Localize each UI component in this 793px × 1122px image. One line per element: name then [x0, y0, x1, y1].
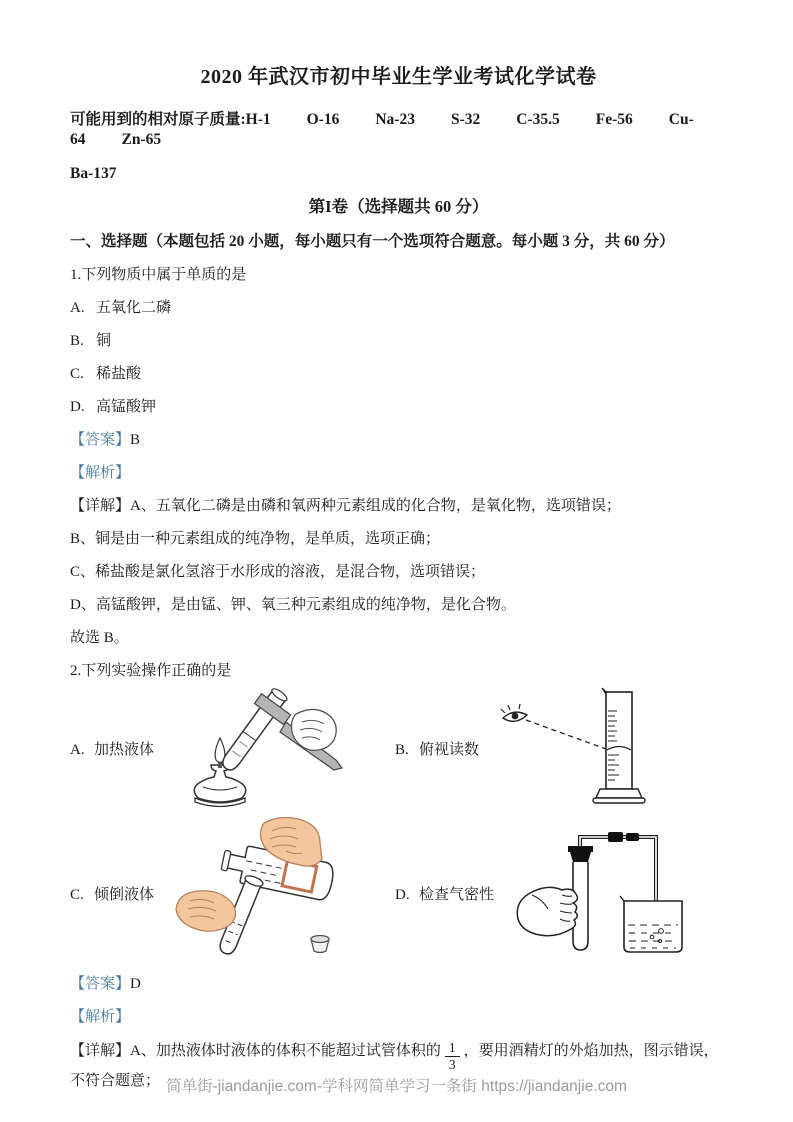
- eye-icon: [501, 704, 527, 721]
- q1-option-c-key: C.: [70, 366, 84, 382]
- heating-liquid-illustration: [168, 688, 356, 808]
- q1-option-d-text: 高锰酸钾: [96, 399, 157, 415]
- q1-option-a-key: A.: [70, 300, 85, 316]
- q1-detail-c: C、稀盐酸是氯化氢溶于水形成的溶液，是混合物，选项错误；: [70, 564, 486, 580]
- atomic-mass-s: S-32: [450, 111, 481, 128]
- q2-option-d-text: 检查气密性: [419, 886, 495, 903]
- looking-down-reading-illustration: [493, 685, 683, 811]
- q1-option-a-text: 五氧化二磷: [96, 300, 172, 316]
- q2-answer-label: 【答案】: [70, 976, 131, 992]
- sight-line-dashed: [526, 720, 606, 749]
- q1-option-a: [70, 299, 727, 318]
- q1-option-b: [70, 332, 727, 351]
- atomic-mass-cu: Cu-64: [70, 111, 694, 148]
- q2-option-d-key: D.: [395, 886, 410, 903]
- q1-detail-d: D、高锰酸钾，是由锰、钾、氧三种元素组成的纯净物，是化合物。: [70, 597, 516, 613]
- atomic-mass-o: O-16: [306, 111, 340, 128]
- alcohol-lamp-icon: [194, 760, 246, 807]
- q2-answer-line: [70, 975, 727, 994]
- q2-stem: 2.下列实验操作正确的是: [70, 663, 232, 679]
- fraction-one-third: [445, 1041, 460, 1072]
- q1-analysis-line: [70, 464, 727, 483]
- atomic-mass-h: H-1: [245, 111, 271, 128]
- gas-tightness-illustration: [508, 829, 686, 957]
- q2-option-c-key: C.: [70, 886, 84, 903]
- q1-answer-label: 【答案】: [70, 432, 131, 448]
- stopper-icon: [311, 936, 329, 953]
- atomic-mass-c: C-35.5: [516, 111, 560, 128]
- page-title: 2020 年武汉市初中毕业生学业考试化学试卷: [200, 66, 597, 88]
- beaker-icon: [620, 896, 682, 952]
- q1-detail-b: B、铜是由一种元素组成的纯净物，是单质，选项正确；: [70, 531, 441, 547]
- fraction-numerator: 1: [445, 1041, 460, 1057]
- q1-option-b-text: 铜: [96, 333, 112, 349]
- gripping-hand-icon: [517, 887, 577, 935]
- q1-answer-value: B: [130, 432, 141, 448]
- section-heading: 一、选择题（本题包括 20 小题，每小题只有一个选项符合题意。每小题 3 分，共 60 分）: [70, 233, 675, 250]
- lower-hand-icon: [176, 891, 236, 932]
- atomic-mass-na: Na-23: [375, 111, 415, 128]
- q2-detail-after: ，要用酒精灯的外焰加热，图示错误，不符合题意；: [70, 1043, 719, 1090]
- q2-option-a-label: [70, 738, 154, 759]
- pouring-liquid-illustration: [168, 817, 368, 969]
- q2-option-b: [395, 685, 727, 811]
- q2-answer-value: D: [130, 976, 141, 992]
- q2-option-a: [70, 688, 395, 808]
- q2-option-a-key: A.: [70, 741, 85, 758]
- q1-option-b-key: B.: [70, 333, 84, 349]
- q1-answer-line: [70, 431, 727, 450]
- q1-option-c-text: 稀盐酸: [96, 366, 142, 382]
- q2-option-d: [395, 829, 727, 957]
- graduated-cylinder-icon: [593, 688, 645, 803]
- atomic-mass-line: [70, 110, 727, 150]
- q2-option-b-label: [395, 738, 479, 759]
- rubber-stopper-icon: [568, 846, 593, 862]
- q2-detail-before: 【详解】A、加热液体时液体的体积不能超过试管体积的: [70, 1043, 441, 1060]
- q1-detail-a: 【详解】A、五氧化二磷是由磷和氧两种元素组成的化合物，是氧化物，选项错误；: [70, 498, 621, 514]
- q2-analysis-label: 【解析】: [70, 1009, 131, 1025]
- q2-option-c-label: [70, 883, 154, 904]
- q1-option-c: [70, 365, 727, 384]
- atomic-mass-zn: Zn-65: [121, 131, 162, 148]
- q2-figure-row-2: [70, 817, 727, 969]
- q2-option-a-text: 加热液体: [94, 741, 155, 758]
- footer-watermark: 简单街-jiandanjie.com-学科网简单学习一条街 https://jiandanjie.com: [166, 1078, 627, 1095]
- q1-stem: 1.下列物质中属于单质的是: [70, 267, 247, 283]
- atomic-mass-fe: Fe-56: [595, 111, 633, 128]
- part-heading: 第I卷（选择题共 60 分）: [308, 197, 489, 216]
- q2-option-c: [70, 817, 395, 969]
- test-tube-icon: [219, 688, 289, 774]
- q2-option-b-key: B.: [395, 741, 409, 758]
- q1-option-d: [70, 398, 727, 417]
- q2-option-d-label: [395, 883, 494, 904]
- q1-conclusion: 故选 B。: [70, 630, 129, 646]
- fraction-denominator: 3: [448, 1057, 456, 1073]
- q2-analysis-line: [70, 1008, 727, 1027]
- q2-option-c-text: 倾倒液体: [94, 886, 155, 903]
- q1-option-d-key: D.: [70, 399, 85, 415]
- q2-option-b-text: 俯视读数: [419, 741, 480, 758]
- q1-analysis-label: 【解析】: [70, 465, 131, 481]
- atomic-mass-line-2: Ba-137: [70, 165, 117, 182]
- q2-figure-row-1: [70, 685, 727, 811]
- atomic-mass-label: 可能用到的相对原子质量:: [70, 111, 246, 128]
